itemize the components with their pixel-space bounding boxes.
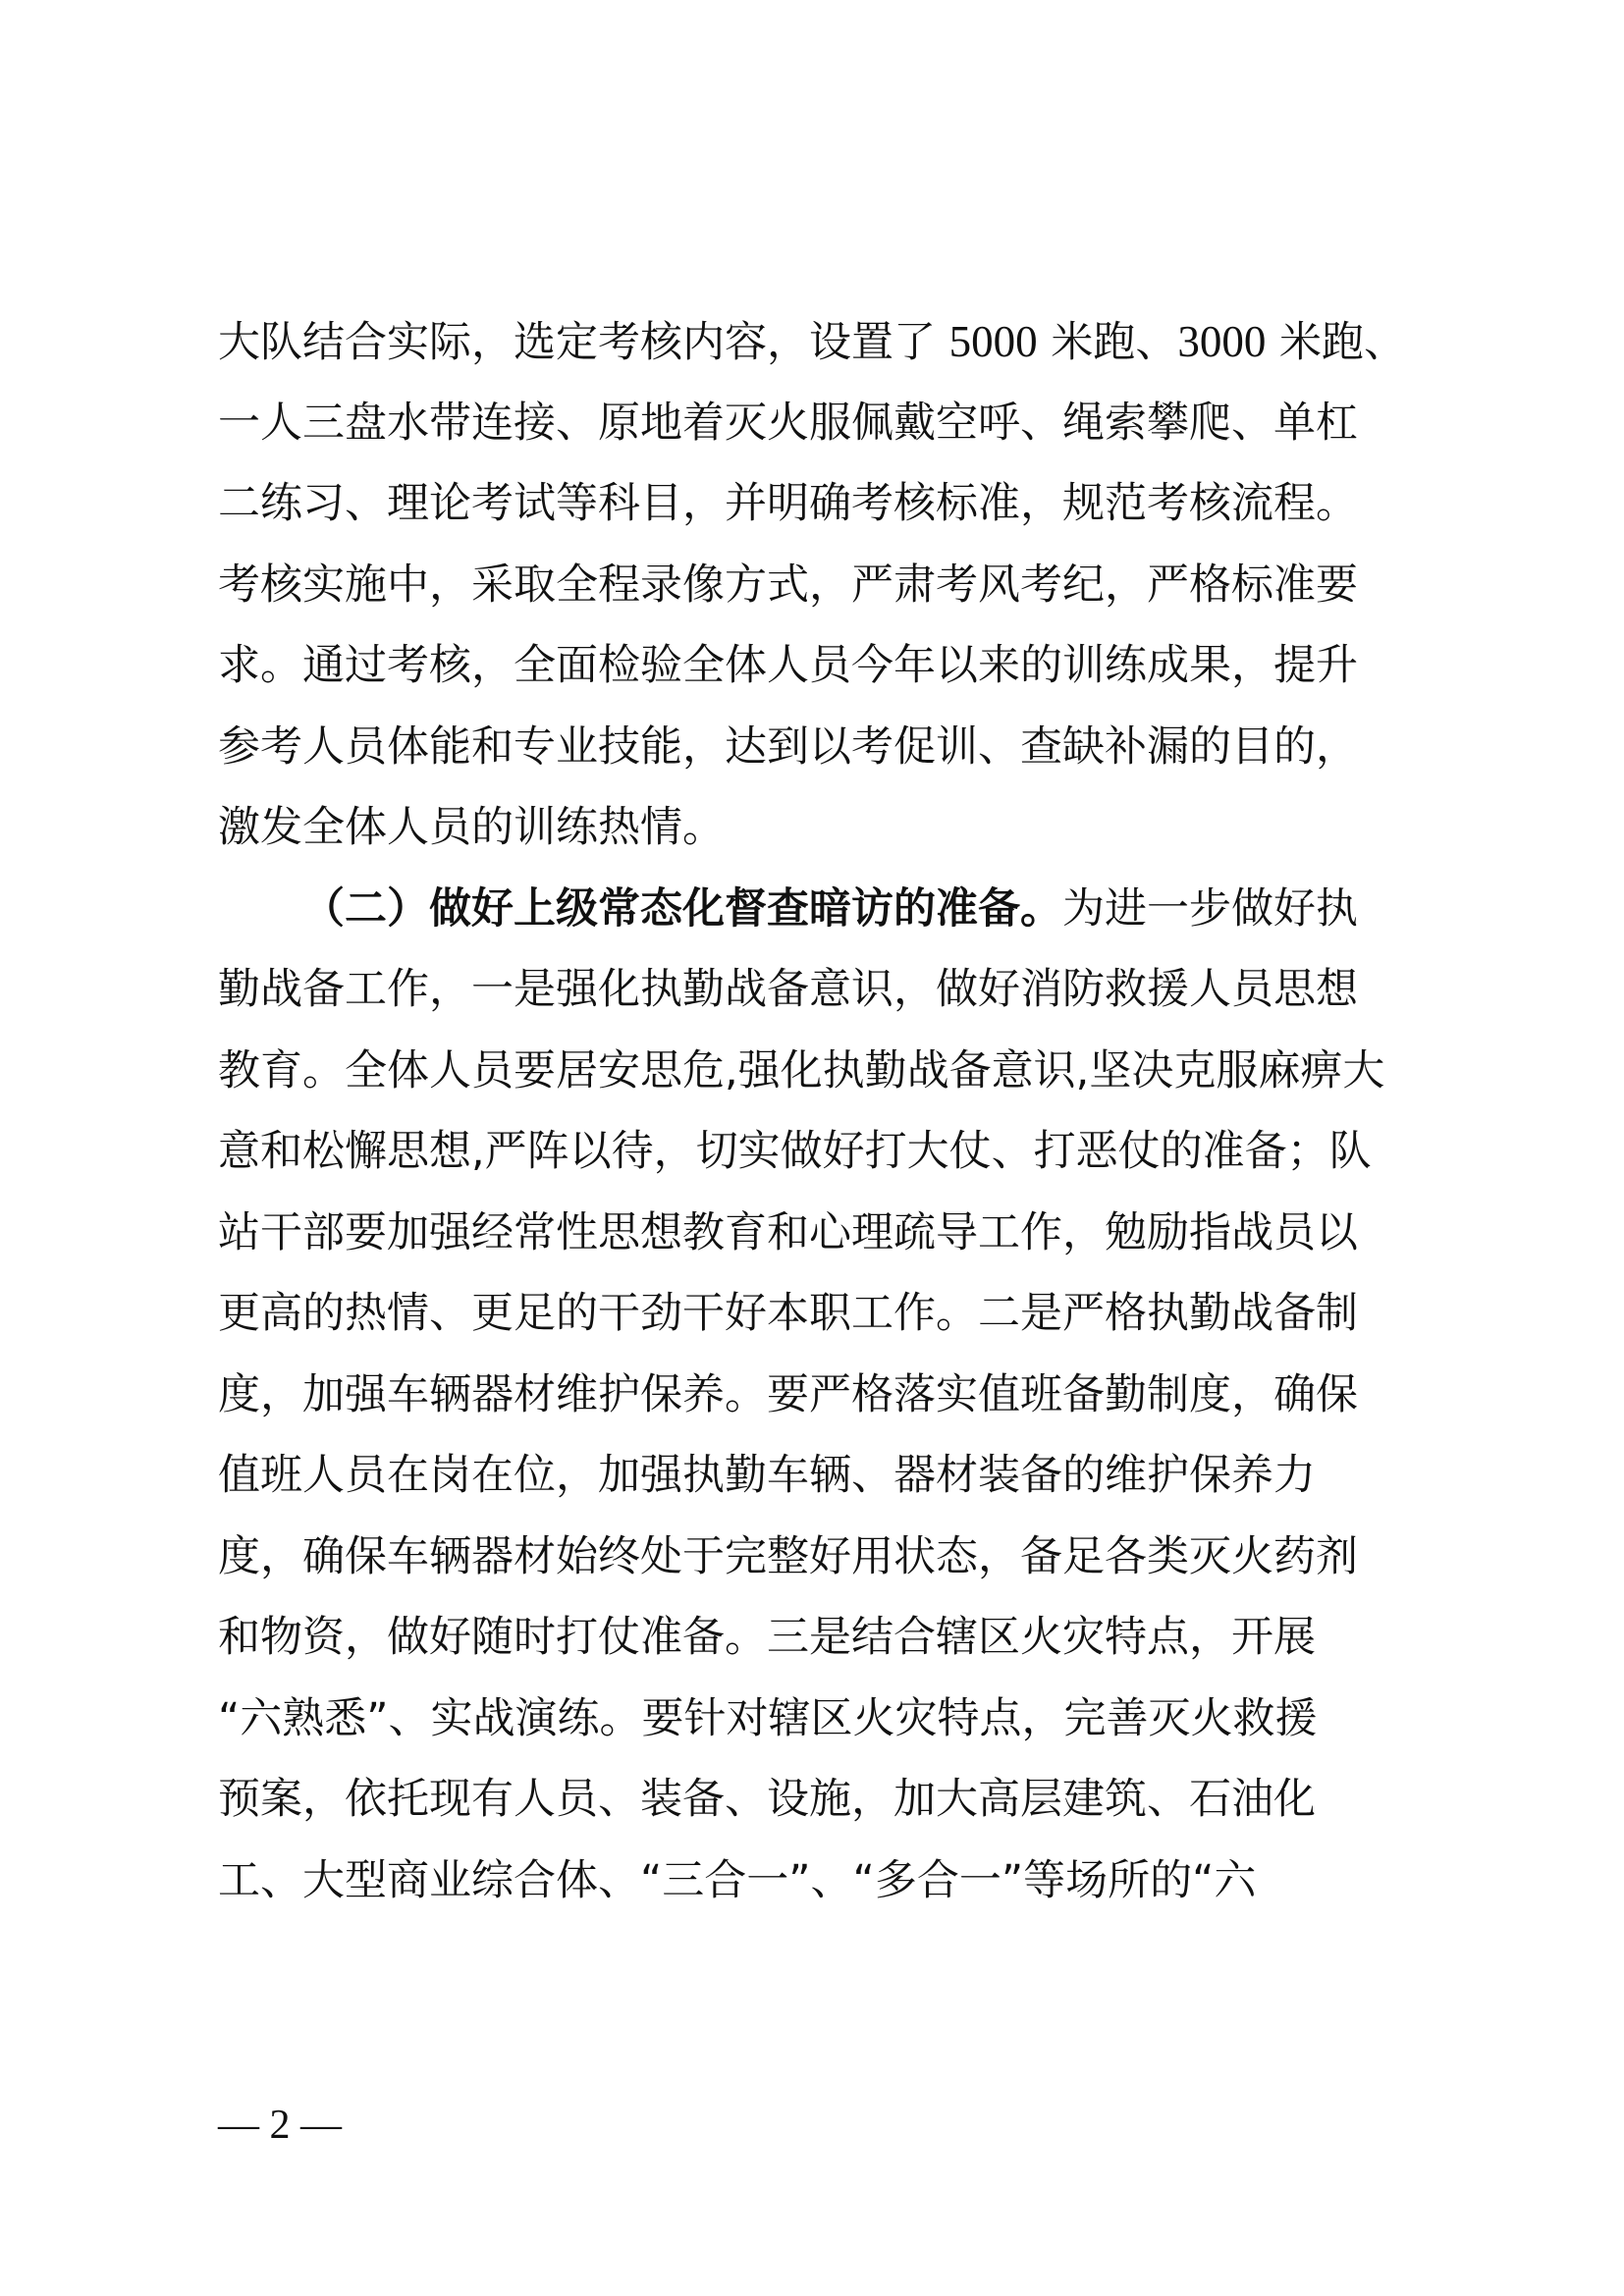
text-line xyxy=(218,394,1435,453)
text-segment: 参考人员体能和专业技能，达到以考促训、查缺补漏的目的， xyxy=(218,722,1358,772)
text-line xyxy=(218,1608,1435,1667)
page-number: — 2 — xyxy=(218,2103,342,2148)
text-line xyxy=(218,1122,1435,1181)
text-segment: 更高的热情、更足的干劲干好本职工作。二是严格执勤战备制 xyxy=(218,1289,1358,1338)
text-line xyxy=(218,1041,1435,1100)
text-segment: 和物资，做好随时打仗准备。三是结合辖区火灾特点，开展 xyxy=(218,1613,1316,1662)
text-segment: 考核实施中，采取全程录像方式，严肃考风考纪，严格标准要 xyxy=(218,561,1358,610)
text-segment: 3000 xyxy=(1177,317,1267,366)
text-segment: 米跑、 xyxy=(1266,318,1407,367)
text-segment: 米跑、 xyxy=(1037,318,1178,367)
text-segment: 值班人员在岗在位，加强执勤车辆、器材装备的维护保养力 xyxy=(218,1451,1316,1500)
text-segment: 站干部要加强经常性思想教育和心理疏导工作，勉励指战员以 xyxy=(218,1208,1358,1257)
text-segment: 勤战备工作，一是强化执勤战备意识，做好消防救援人员思想 xyxy=(218,965,1358,1014)
text-line xyxy=(218,312,1435,371)
text-segment: 预案，依托现有人员、装备、设施，加大高层建筑、石油化 xyxy=(218,1775,1316,1824)
text-line xyxy=(218,636,1435,695)
text-line xyxy=(218,1527,1435,1586)
text-line xyxy=(218,1689,1435,1748)
text-line xyxy=(218,556,1435,614)
text-segment: 意和松懈思想,严阵以待，切实做好打大仗、打恶仗的准备；队 xyxy=(218,1127,1372,1176)
text-line xyxy=(218,880,1520,938)
text-segment: 工、大型商业综合体、“三合一”、“多合一”等场所的“六 xyxy=(218,1856,1257,1905)
text-line xyxy=(218,960,1435,1019)
text-segment: 激发全体人员的训练热情。 xyxy=(218,803,725,852)
text-segment: 度，确保车辆器材始终处于完整好用状态，备足各类灭火药剂 xyxy=(218,1532,1358,1581)
text-line xyxy=(218,798,1435,857)
text-segment: 一人三盘水带连接、原地着灭火服佩戴空呼、绳索攀爬、单杠 xyxy=(218,399,1358,448)
text-segment: 大队结合实际，选定考核内容，设置了 xyxy=(218,318,949,367)
text-line xyxy=(218,1203,1435,1262)
text-line xyxy=(218,1284,1435,1343)
text-line xyxy=(218,1851,1435,1910)
text-line xyxy=(218,1770,1435,1829)
text-line xyxy=(218,718,1435,776)
text-segment: 二练习、理论考试等科目，并明确考核标准，规范考核流程。 xyxy=(218,479,1358,528)
text-segment: 5000 xyxy=(948,317,1038,366)
text-line xyxy=(218,474,1435,533)
text-segment: 为进一步做好执 xyxy=(1062,884,1358,934)
text-segment: “六熟悉”、实战演练。要针对辖区火灾特点，完善灭火救援 xyxy=(218,1694,1318,1743)
text-segment: 求。通过考核，全面检验全体人员今年以来的训练成果，提升 xyxy=(218,641,1358,690)
section-heading: （二）做好上级常态化督查暗访的准备。 xyxy=(302,884,1062,934)
text-line xyxy=(218,1446,1435,1505)
text-line xyxy=(218,1365,1435,1424)
text-segment: 度，加强车辆器材维护保养。要严格落实值班备勤制度，确保 xyxy=(218,1370,1358,1419)
text-segment: 教育。全体人员要居安思危,强化执勤战备意识,坚决克服麻痹大 xyxy=(218,1046,1385,1095)
